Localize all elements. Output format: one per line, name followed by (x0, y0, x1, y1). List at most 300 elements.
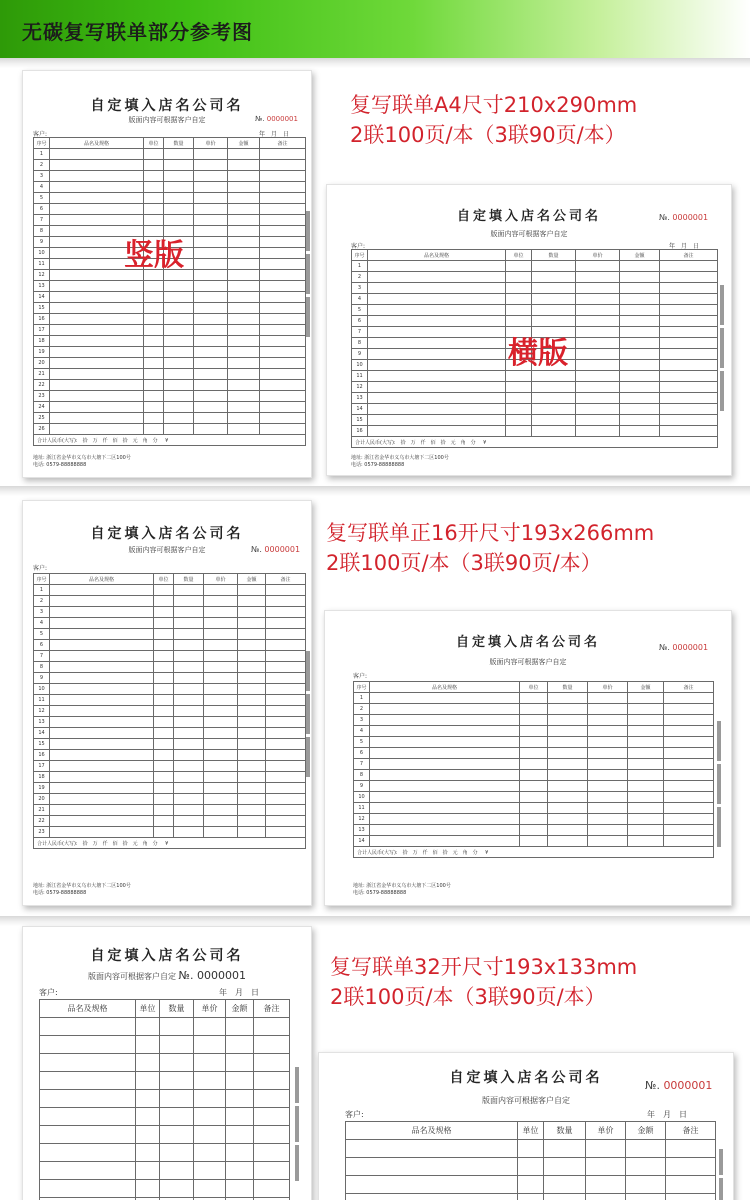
table-cell (548, 792, 588, 803)
table-row (354, 737, 714, 748)
table-cell (346, 1194, 518, 1200)
table-cell (576, 382, 620, 393)
table-cell: 21 (34, 369, 50, 380)
table-cell (194, 391, 228, 402)
table-cell (532, 404, 576, 415)
table-cell (194, 215, 228, 226)
table-cell (368, 316, 506, 327)
table-cell: 13 (34, 281, 50, 292)
table-cell (204, 728, 238, 739)
table-cell (174, 651, 204, 662)
table-cell (194, 1072, 226, 1090)
table-cell: 20 (34, 794, 50, 805)
table-cell (228, 193, 260, 204)
table-header-row (354, 682, 714, 693)
table-cell (266, 827, 306, 838)
table-cell (154, 783, 174, 794)
column-header: 数量 (160, 1000, 194, 1018)
table-cell: 7 (354, 759, 370, 770)
section-16k (0, 486, 750, 916)
table-cell (136, 1090, 160, 1108)
column-header: 备注 (254, 1000, 290, 1018)
table-cell (50, 336, 144, 347)
table-cell: 6 (34, 640, 50, 651)
table-cell (506, 294, 532, 305)
table-row (34, 750, 306, 761)
table-cell (50, 347, 144, 358)
table-header-row (40, 1000, 290, 1018)
table-cell (194, 149, 228, 160)
table-row (34, 358, 306, 369)
table-cell (50, 761, 154, 772)
table-cell (254, 1090, 290, 1108)
table-cell: 8 (354, 770, 370, 781)
table-cell (518, 1176, 544, 1194)
table-cell (254, 1108, 290, 1126)
table-cell (174, 794, 204, 805)
table-cell (154, 728, 174, 739)
table-cell (266, 717, 306, 728)
table-cell (238, 640, 266, 651)
table-cell (164, 303, 194, 314)
table-cell (254, 1072, 290, 1090)
table-cell: 11 (352, 371, 368, 382)
table-cell (144, 402, 164, 413)
table-cell: 11 (34, 695, 50, 706)
section-a4 (0, 58, 750, 486)
address-block: 地址: 浙江省金华市义乌市大塘下二区100号 电话: 0579-88888888 (33, 883, 131, 896)
form-subtitle: 版面内容可根据客户自定 (128, 546, 206, 554)
table-header-row (34, 138, 306, 149)
table-cell (228, 160, 260, 171)
table-cell: 14 (352, 404, 368, 415)
table-cell (660, 327, 718, 338)
table-cell: 14 (34, 728, 50, 739)
32k-landscape-sheet (318, 1052, 734, 1200)
table-cell (50, 695, 154, 706)
table-cell (238, 607, 266, 618)
table-cell (660, 316, 718, 327)
table-cell (506, 272, 532, 283)
table-cell (520, 759, 548, 770)
table-cell: 4 (34, 182, 50, 193)
column-header: 数量 (164, 138, 194, 149)
table-cell (194, 380, 228, 391)
table-cell: 2 (354, 704, 370, 715)
total-row (352, 437, 718, 448)
table-row (352, 261, 718, 272)
table-cell (160, 1090, 194, 1108)
table-row (34, 728, 306, 739)
table-cell: 9 (354, 781, 370, 792)
column-header: 金额 (620, 250, 660, 261)
table-cell (260, 380, 306, 391)
table-cell (548, 825, 588, 836)
table-cell (520, 836, 548, 847)
table-cell (260, 237, 306, 248)
table-cell (260, 270, 306, 281)
landscape-label: 横版 (508, 336, 568, 371)
table-cell (548, 836, 588, 847)
customer-label: 客户: (353, 673, 368, 680)
table-cell (660, 305, 718, 316)
address-block: 地址: 浙江省金华市义乌市大塘下二区100号 电话: 0579-88888888 (33, 455, 131, 468)
table-cell (238, 585, 266, 596)
date-label: 年 月 日 (219, 988, 259, 997)
table-row (34, 380, 306, 391)
column-header: 品名及规格 (370, 682, 520, 693)
table-cell (50, 160, 144, 171)
table-cell (50, 204, 144, 215)
table-cell (204, 596, 238, 607)
table-cell (370, 704, 520, 715)
table-cell (154, 695, 174, 706)
table-cell (588, 792, 628, 803)
table-row (346, 1176, 716, 1194)
table-cell (154, 805, 174, 816)
table-cell (626, 1194, 666, 1200)
table-cell (660, 393, 718, 404)
column-header: 备注 (666, 1122, 716, 1140)
table-cell (154, 585, 174, 596)
table-row (34, 160, 306, 171)
table-cell (238, 783, 266, 794)
table-cell (588, 770, 628, 781)
table-cell (194, 402, 228, 413)
table-cell (238, 673, 266, 684)
table-cell (260, 204, 306, 215)
table-cell (194, 1018, 226, 1036)
table-cell (226, 1180, 254, 1198)
table-cell (238, 772, 266, 783)
table-cell (346, 1176, 518, 1194)
table-cell (144, 424, 164, 435)
table-cell (628, 792, 664, 803)
column-header: 单位 (136, 1000, 160, 1018)
table-cell (204, 816, 238, 827)
serial-number: №. 0000001 (251, 545, 301, 554)
table-cell (154, 717, 174, 728)
table-cell: 12 (34, 706, 50, 717)
column-header: 单位 (154, 574, 174, 585)
table-cell (266, 651, 306, 662)
table-cell (144, 204, 164, 215)
table-cell (544, 1176, 586, 1194)
table-row (34, 761, 306, 772)
table-row (354, 792, 714, 803)
table-row (34, 805, 306, 816)
table-cell (238, 750, 266, 761)
table-cell (532, 415, 576, 426)
form-subtitle: 版面内容可根据客户自定 (490, 230, 568, 238)
column-header: 品名及规格 (346, 1122, 518, 1140)
table-row (354, 715, 714, 726)
table-cell: 3 (34, 607, 50, 618)
table-cell (136, 1180, 160, 1198)
table-cell (266, 640, 306, 651)
table-cell (50, 380, 144, 391)
table-cell (50, 402, 144, 413)
order-table (353, 681, 714, 858)
table-cell (260, 303, 306, 314)
table-row (34, 193, 306, 204)
table-row (352, 415, 718, 426)
table-cell (620, 360, 660, 371)
table-cell (194, 270, 228, 281)
table-cell (368, 261, 506, 272)
table-cell (506, 382, 532, 393)
table-row (354, 836, 714, 847)
table-cell (266, 706, 306, 717)
column-header: 备注 (266, 574, 306, 585)
table-cell (628, 781, 664, 792)
table-cell (664, 748, 714, 759)
table-cell (228, 270, 260, 281)
table-cell (544, 1140, 586, 1158)
table-cell (194, 281, 228, 292)
table-cell (588, 781, 628, 792)
table-cell (204, 585, 238, 596)
table-row (354, 693, 714, 704)
table-cell (520, 715, 548, 726)
table-cell (228, 204, 260, 215)
table-cell (144, 325, 164, 336)
table-cell (266, 739, 306, 750)
table-cell (576, 404, 620, 415)
table-cell: 18 (34, 772, 50, 783)
table-cell (238, 695, 266, 706)
table-cell (174, 827, 204, 838)
table-cell (174, 618, 204, 629)
table-cell (226, 1108, 254, 1126)
table-cell (664, 836, 714, 847)
table-cell (628, 803, 664, 814)
table-row (40, 1036, 290, 1054)
table-cell (154, 794, 174, 805)
table-cell (520, 737, 548, 748)
customer-label: 客户: (33, 565, 48, 572)
column-header: 金额 (628, 682, 664, 693)
order-table (39, 999, 290, 1200)
column-header: 金额 (626, 1122, 666, 1140)
table-cell (164, 182, 194, 193)
table-row (34, 684, 306, 695)
table-cell (154, 596, 174, 607)
table-row (354, 726, 714, 737)
table-cell (136, 1036, 160, 1054)
table-row (34, 215, 306, 226)
column-header: 单价 (194, 1000, 226, 1018)
table-cell (50, 585, 154, 596)
table-cell (620, 272, 660, 283)
table-cell (228, 336, 260, 347)
table-cell: 13 (352, 393, 368, 404)
shop-title: 自定填入店名公司名 (455, 635, 600, 650)
table-cell (368, 426, 506, 437)
table-cell (548, 715, 588, 726)
table-cell: 15 (352, 415, 368, 426)
table-cell (40, 1018, 136, 1036)
table-cell (144, 292, 164, 303)
table-cell (666, 1158, 716, 1176)
table-row (34, 585, 306, 596)
column-header: 备注 (660, 250, 718, 261)
table-cell (238, 618, 266, 629)
table-cell (226, 1162, 254, 1180)
table-row (34, 816, 306, 827)
table-cell (50, 303, 144, 314)
table-cell (136, 1162, 160, 1180)
table-cell (50, 640, 154, 651)
table-cell (174, 706, 204, 717)
table-cell (548, 704, 588, 715)
table-cell (266, 662, 306, 673)
table-cell (626, 1176, 666, 1194)
table-cell (40, 1054, 136, 1072)
table-row (40, 1072, 290, 1090)
top-banner (0, 0, 750, 58)
table-cell (664, 814, 714, 825)
table-cell (664, 770, 714, 781)
table-cell (666, 1176, 716, 1194)
table-cell (544, 1158, 586, 1176)
table-row (354, 770, 714, 781)
table-cell (260, 248, 306, 259)
column-header: 序号 (34, 138, 50, 149)
table-cell: 23 (34, 827, 50, 838)
column-header: 序号 (352, 250, 368, 261)
table-cell (368, 349, 506, 360)
customer-label: 客户: (33, 131, 48, 138)
table-cell: 1 (34, 149, 50, 160)
table-cell (194, 292, 228, 303)
table-cell (628, 748, 664, 759)
table-cell (620, 338, 660, 349)
table-cell: 1 (34, 585, 50, 596)
table-cell (228, 314, 260, 325)
table-cell (532, 393, 576, 404)
table-cell (370, 715, 520, 726)
table-cell (660, 382, 718, 393)
table-cell (586, 1158, 626, 1176)
column-header: 单价 (204, 574, 238, 585)
table-cell (586, 1194, 626, 1200)
table-cell (266, 761, 306, 772)
table-cell (254, 1018, 290, 1036)
table-row (40, 1054, 290, 1072)
table-cell (548, 803, 588, 814)
table-cell (588, 759, 628, 770)
table-cell (588, 704, 628, 715)
table-cell (144, 358, 164, 369)
table-cell (194, 1090, 226, 1108)
table-cell (40, 1162, 136, 1180)
table-row (34, 149, 306, 160)
date-label: 年 月 日 (647, 1110, 687, 1119)
table-cell (660, 261, 718, 272)
table-row (352, 316, 718, 327)
table-cell: 4 (352, 294, 368, 305)
table-cell (260, 193, 306, 204)
table-cell (588, 748, 628, 759)
table-row (34, 303, 306, 314)
column-header: 数量 (544, 1122, 586, 1140)
table-cell: 10 (34, 684, 50, 695)
shop-title: 自定填入店名公司名 (90, 948, 244, 964)
table-cell (370, 836, 520, 847)
table-cell (164, 171, 194, 182)
table-cell (266, 673, 306, 684)
table-cell (532, 305, 576, 316)
column-header: 单价 (588, 682, 628, 693)
serial-number: №. 0000001 (255, 115, 298, 123)
table-row (34, 281, 306, 292)
table-cell (226, 1018, 254, 1036)
table-cell (260, 347, 306, 358)
table-cell (154, 640, 174, 651)
table-cell: 15 (34, 739, 50, 750)
column-header: 单位 (518, 1122, 544, 1140)
table-cell (174, 596, 204, 607)
table-cell: 2 (34, 596, 50, 607)
table-cell: 3 (354, 715, 370, 726)
table-row (34, 391, 306, 402)
table-cell: 26 (34, 424, 50, 435)
table-cell (226, 1036, 254, 1054)
table-cell (506, 404, 532, 415)
table-cell (204, 783, 238, 794)
table-cell (194, 1180, 226, 1198)
table-cell: 15 (34, 303, 50, 314)
table-cell (506, 415, 532, 426)
table-row (34, 794, 306, 805)
table-cell (204, 706, 238, 717)
table-cell (266, 805, 306, 816)
table-cell (548, 770, 588, 781)
table-cell (144, 369, 164, 380)
table-cell (238, 717, 266, 728)
table-row (34, 369, 306, 380)
table-cell (154, 750, 174, 761)
table-cell: 4 (34, 618, 50, 629)
table-cell (194, 1144, 226, 1162)
table-cell (576, 349, 620, 360)
column-header: 单价 (586, 1122, 626, 1140)
table-cell (628, 737, 664, 748)
table-cell: 3 (34, 171, 50, 182)
table-row (34, 336, 306, 347)
table-cell: 11 (34, 259, 50, 270)
table-row (352, 371, 718, 382)
table-row (34, 314, 306, 325)
table-row (34, 424, 306, 435)
table-cell (40, 1144, 136, 1162)
table-cell (174, 585, 204, 596)
table-cell: 13 (34, 717, 50, 728)
table-cell: 4 (354, 726, 370, 737)
table-cell (576, 415, 620, 426)
table-cell (368, 360, 506, 371)
table-cell: 5 (354, 737, 370, 748)
table-cell (664, 759, 714, 770)
table-cell (370, 803, 520, 814)
table-cell (664, 825, 714, 836)
table-cell: 11 (354, 803, 370, 814)
table-cell (576, 305, 620, 316)
table-cell (204, 684, 238, 695)
table-cell (50, 193, 144, 204)
table-cell: 10 (352, 360, 368, 371)
